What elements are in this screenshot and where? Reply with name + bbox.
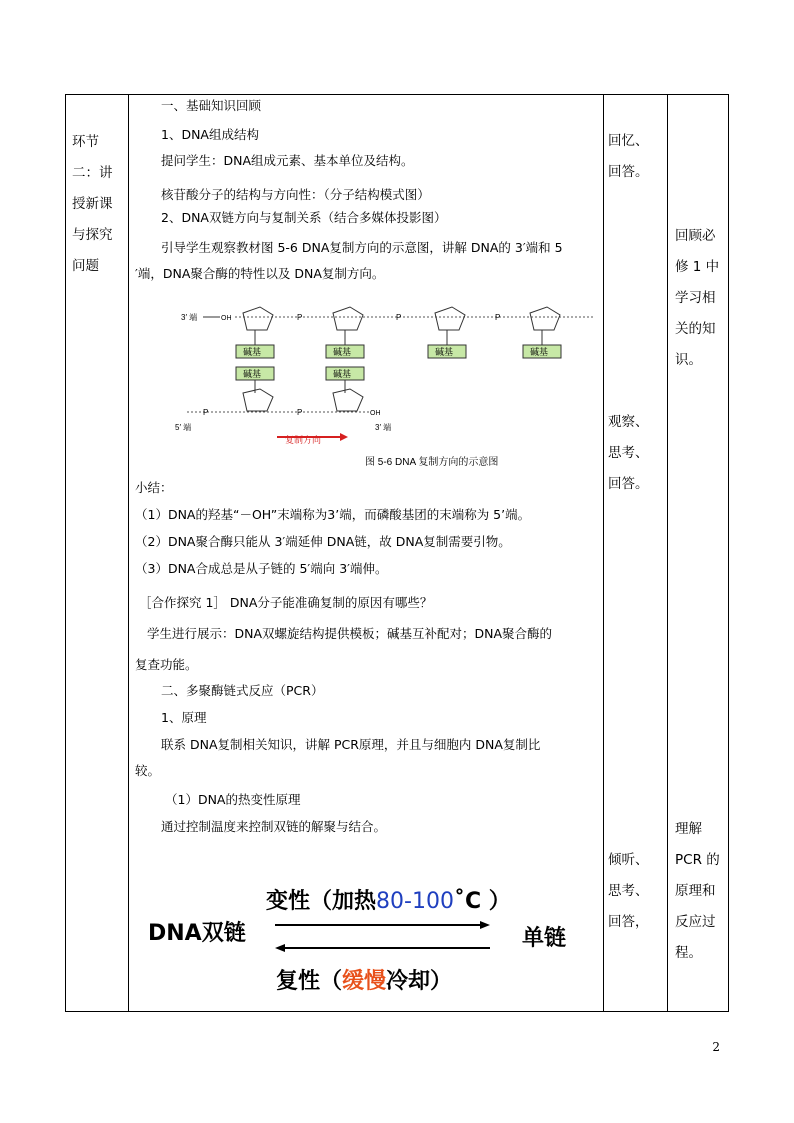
- intent-line: 理解: [675, 821, 702, 837]
- denature-label: 变性（加热80-100˚C ）: [266, 889, 511, 914]
- end-label: 3′ 端: [375, 423, 392, 432]
- intent-line: 原理和: [675, 883, 716, 899]
- stage-line: 与探究: [72, 227, 113, 243]
- sugar-ring: [333, 307, 363, 330]
- end-label: 3′ 端: [181, 313, 198, 322]
- intent-line: PCR 的: [675, 852, 720, 868]
- activity-line: 回答。: [608, 164, 649, 180]
- phosphate-icon: P: [396, 313, 402, 322]
- sugar-ring: [243, 389, 273, 411]
- stage-line: 问题: [72, 258, 99, 274]
- column-divider: [128, 95, 129, 1011]
- reverse-arrow-icon: [275, 944, 285, 952]
- student-activity-1: [608, 126, 649, 188]
- hydroxyl-label: OH: [370, 410, 381, 417]
- activity-line: 回答。: [608, 476, 649, 492]
- section-heading: 一、基础知识回顾: [161, 98, 262, 113]
- sugar-ring: [435, 307, 465, 330]
- intent-line: 修 1 中: [675, 259, 720, 275]
- subsection-heading: 1、DNA组成结构: [161, 127, 259, 142]
- page-number: 2: [712, 1040, 720, 1054]
- figure-caption: 图 5-6 DNA 复制方向的示意图: [365, 457, 499, 468]
- paragraph: 引导学生观察教材图 5-6 DNA复制方向的示意图，讲解 DNA的 3′端和 5: [161, 240, 563, 255]
- stage-label: [72, 127, 113, 282]
- phosphate-icon: P: [297, 408, 303, 417]
- activity-line: 思考、: [608, 883, 649, 899]
- base-label: 碱基: [435, 347, 454, 357]
- activity-line: 回忆、: [608, 133, 649, 149]
- dna-double-strand-label: DNA双链: [148, 921, 246, 946]
- stage-line: 环节: [72, 134, 99, 150]
- intent-line: 识。: [675, 352, 702, 368]
- svg-text:OH: OH: [221, 315, 232, 322]
- design-intent-2: [675, 814, 720, 969]
- activity-line: 回答，: [608, 914, 649, 930]
- phosphate-icon: P: [495, 313, 501, 322]
- design-intent-1: [675, 221, 719, 376]
- activity-line: 观察、: [608, 414, 649, 430]
- arrow-icon: [340, 433, 348, 441]
- sugar-ring: [530, 307, 560, 330]
- base-label: 碱基: [333, 369, 352, 379]
- end-label: 5′ 端: [175, 423, 192, 432]
- dna-replication-figure: [165, 285, 600, 470]
- single-strand-label: 单链: [522, 926, 567, 951]
- paragraph: 提问学生：DNA组成元素、基本单位及结构。: [161, 153, 414, 168]
- column-divider: [603, 95, 604, 1011]
- student-activity-3: [608, 845, 649, 938]
- summary-item: （2）DNA聚合酶只能从 3′端延伸 DNA链，故 DNA复制需要引物。: [135, 534, 511, 549]
- paragraph: 学生进行展示：DNA双螺旋结构提供模板；碱基互补配对；DNA聚合酶的: [147, 626, 553, 641]
- direction-label: 复制方向: [285, 435, 322, 445]
- paragraph: ′端，DNA聚合酶的特性以及 DNA复制方向。: [135, 266, 385, 281]
- column-divider: [667, 95, 668, 1011]
- student-activity-2: [608, 407, 649, 500]
- denaturation-equation: [140, 870, 600, 1000]
- intent-line: 程。: [675, 945, 702, 961]
- subsection-heading: 2、DNA双链方向与复制关系（结合多媒体投影图）: [161, 210, 447, 225]
- summary-item: （3）DNA合成总是从子链的 5′端向 3′端伸。: [135, 561, 388, 576]
- sugar-ring: [333, 389, 363, 411]
- paragraph: 复查功能。: [135, 657, 198, 672]
- base-label: 碱基: [530, 347, 549, 357]
- base-label: 碱基: [243, 347, 262, 357]
- section-heading: 二、多聚酶链式反应（PCR）: [161, 683, 324, 698]
- summary-label: 小结：: [135, 480, 173, 495]
- coop-question: ［合作探究 1］ DNA分子能准确复制的原因有哪些？: [139, 595, 433, 610]
- renature-label: 复性（缓慢冷却）: [276, 969, 453, 994]
- sugar-ring: [243, 307, 273, 330]
- activity-line: 思考、: [608, 445, 649, 461]
- intent-line: 学习相: [675, 290, 716, 306]
- summary-item: （1）DNA的羟基“－OH”末端称为3’端，而磷酸基团的末端称为 5’端。: [135, 507, 531, 522]
- paragraph: （1）DNA的热变性原理: [165, 792, 301, 807]
- activity-line: 倾听、: [608, 852, 649, 868]
- intent-line: 回顾必: [675, 228, 716, 244]
- phosphate-icon: P: [297, 313, 303, 322]
- base-label: 碱基: [333, 347, 352, 357]
- paragraph: 核苷酸分子的结构与方向性：（分子结构模式图）: [161, 187, 430, 202]
- stage-line: 二：讲: [72, 165, 113, 181]
- paragraph: 通过控制温度来控制双链的解聚与结合。: [161, 819, 387, 834]
- subsection-heading: 1、原理: [161, 710, 207, 725]
- phosphate-icon: P: [203, 408, 209, 417]
- stage-line: 授新课: [72, 196, 113, 212]
- intent-line: 反应过: [675, 914, 716, 930]
- forward-arrow-icon: [480, 921, 490, 929]
- paragraph: 较。: [135, 763, 161, 778]
- paragraph: 联系 DNA复制相关知识，讲解 PCR原理，并且与细胞内 DNA复制比: [161, 737, 541, 752]
- intent-line: 关的知: [675, 321, 716, 337]
- base-label: 碱基: [243, 369, 262, 379]
